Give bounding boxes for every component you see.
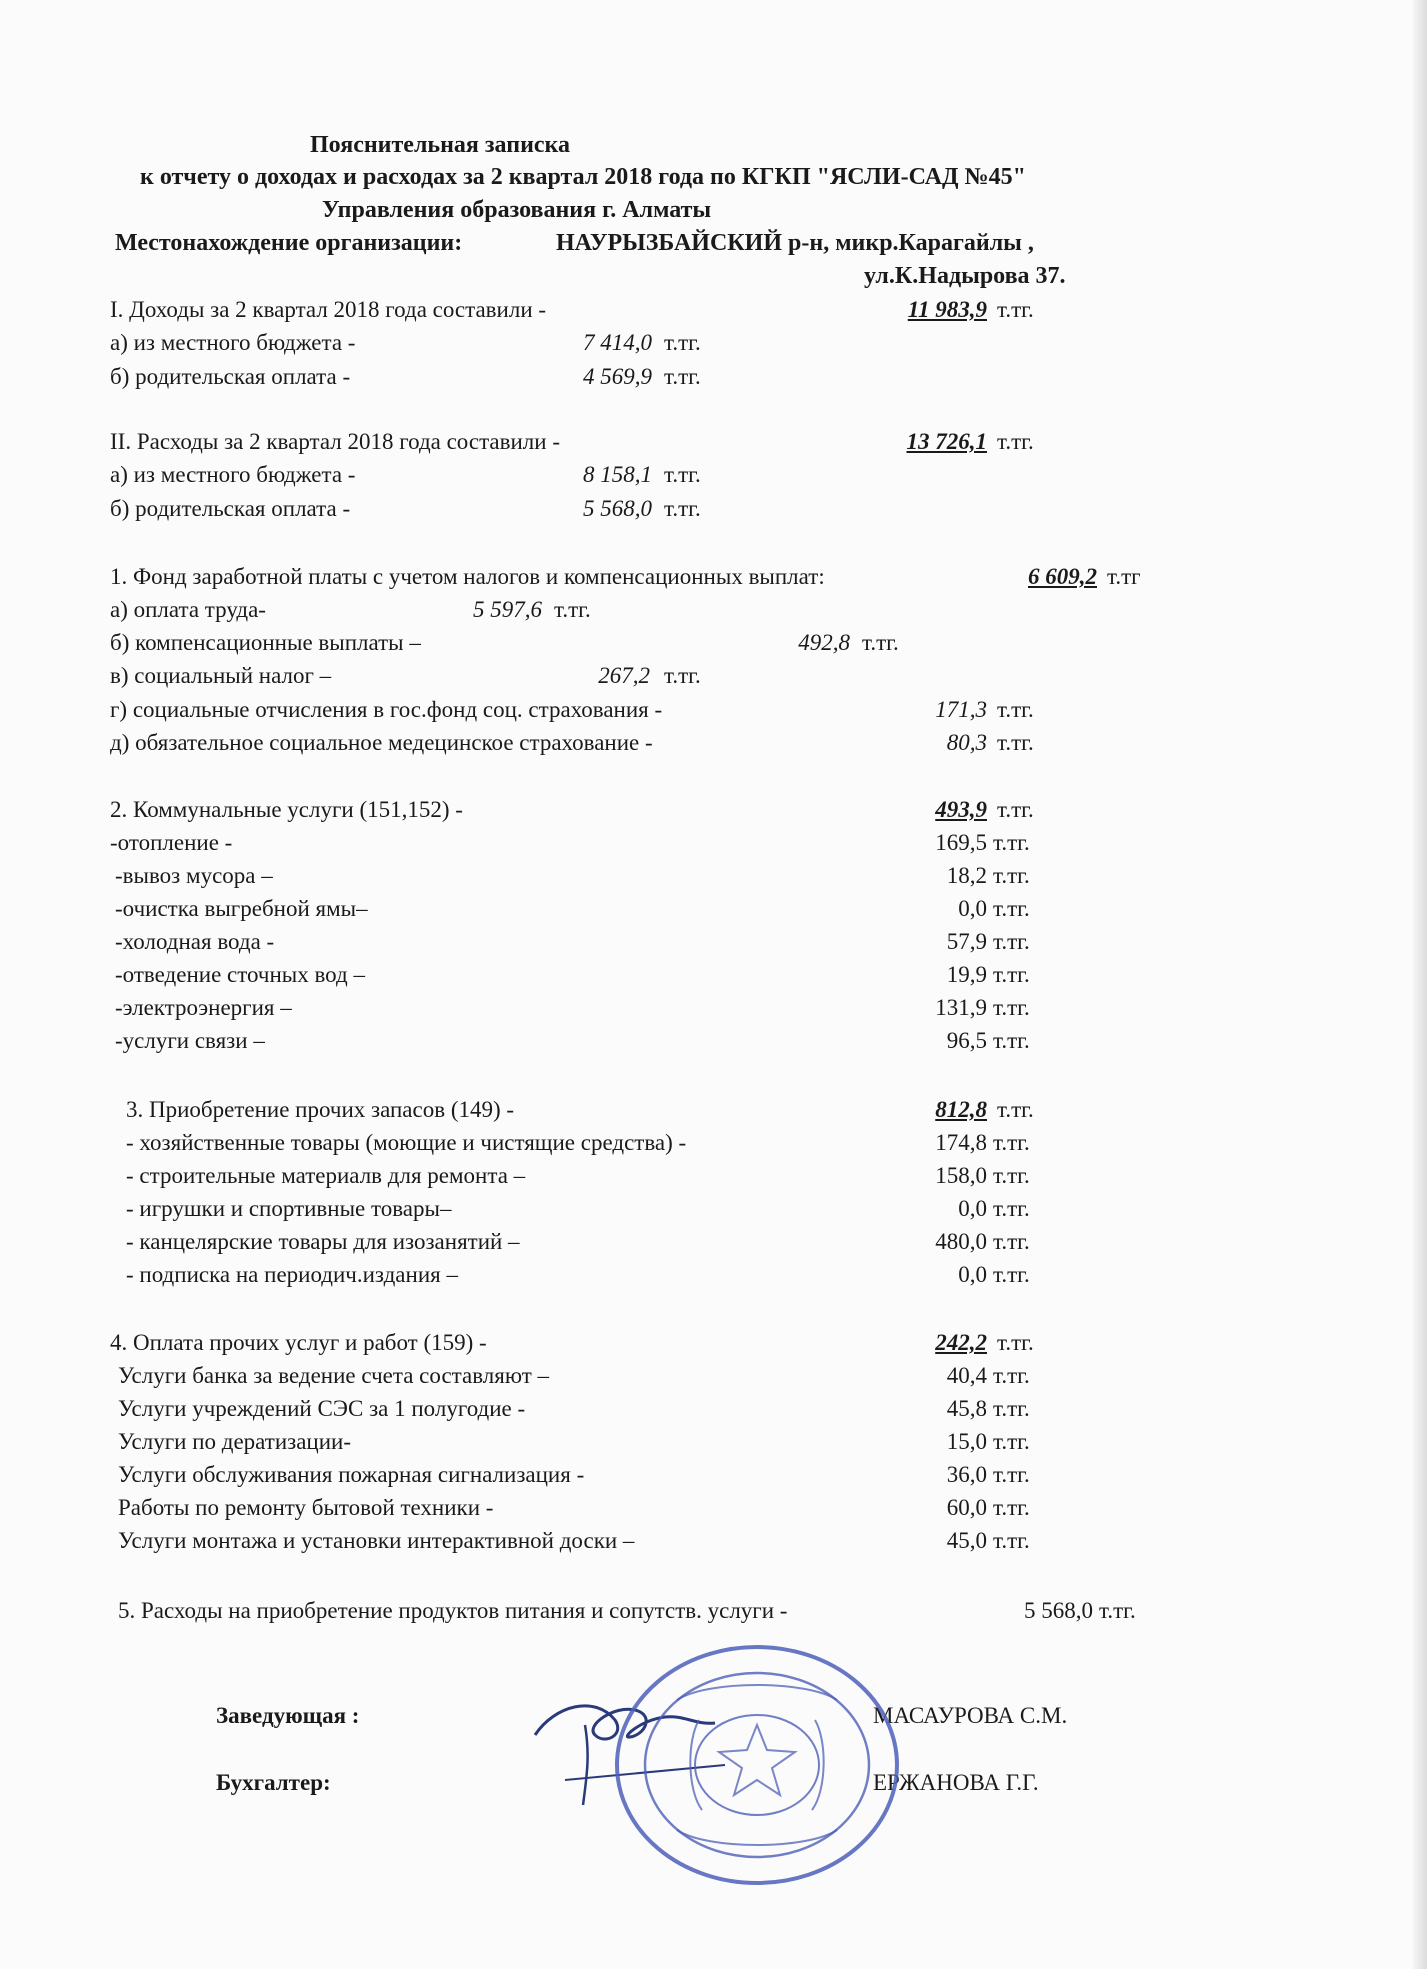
section1-item-label: б) компенсационные выплаты – bbox=[110, 630, 421, 655]
section1-item-unit: т.тг. bbox=[862, 630, 899, 655]
section4-item-unit: т.тг. bbox=[993, 1363, 1030, 1388]
section2-item-value: 0,0 bbox=[958, 896, 987, 921]
section2-item-unit: т.тг. bbox=[993, 830, 1030, 855]
section2-item-value: 19,9 bbox=[946, 962, 987, 987]
head-signature-label: Заведующая : bbox=[216, 1703, 360, 1728]
section2-unit: т.тг. bbox=[997, 797, 1034, 822]
section2-item-label: -услуги связи – bbox=[115, 1028, 265, 1053]
section4-item-value: 45,8 bbox=[946, 1396, 987, 1421]
section2-item-label: -отведение сточных вод – bbox=[115, 962, 365, 987]
section3-item-value: 174,8 bbox=[935, 1130, 987, 1155]
section4-item-unit: т.тг. bbox=[993, 1429, 1030, 1454]
section3-item-value: 0,0 bbox=[958, 1262, 987, 1287]
section4-item-label: Работы по ремонту бытовой техники - bbox=[118, 1495, 494, 1520]
section4-item-label: Услуги по дератизации- bbox=[118, 1429, 352, 1454]
section3-item-unit: т.тг. bbox=[993, 1262, 1030, 1287]
section3-item-label: - строительные материалв для ремонта – bbox=[126, 1163, 526, 1188]
section1-item-label: д) обязательное социальное медецинское страхование - bbox=[110, 730, 653, 755]
section4-unit: т.тг. bbox=[997, 1330, 1034, 1355]
section2-item-label: -электроэнергия – bbox=[115, 995, 292, 1020]
head-name: МАСАУРОВА С.М. bbox=[873, 1703, 1068, 1728]
document-title: Пояснительная записка bbox=[310, 132, 571, 158]
section2-title: 2. Коммунальные услуги (151,152) - bbox=[110, 797, 463, 822]
section1-item-label: г) социальные отчисления в гос.фонд соц. страхования - bbox=[110, 697, 663, 722]
income-title: I. Доходы за 2 квартал 2018 года составили - bbox=[110, 297, 547, 322]
section2-item-label: -вывоз мусора – bbox=[115, 863, 273, 888]
department-name: Управления образования г. Алматы bbox=[322, 197, 712, 223]
section4-item-value: 45,0 bbox=[946, 1528, 987, 1553]
expenses-item-unit: т.тг. bbox=[664, 496, 701, 521]
section4-total: 242,2 bbox=[935, 1330, 987, 1355]
section3-item-label: - канцелярские товары для изозанятий – bbox=[126, 1229, 520, 1254]
expenses-item-unit: т.тг. bbox=[664, 462, 701, 487]
document-subtitle: к отчету о доходах и расходах за 2 квартал 2018 года по КГКП "ЯСЛИ-САД №45" bbox=[140, 164, 1026, 190]
accountant-signature-label: Бухгалтер: bbox=[216, 1770, 331, 1795]
section2-total: 493,9 bbox=[935, 797, 987, 822]
section1-item-unit: т.тг. bbox=[997, 730, 1034, 755]
round-stamp bbox=[607, 1640, 907, 1890]
expenses-unit: т.тг. bbox=[997, 429, 1034, 454]
section3-item-value: 480,0 bbox=[935, 1229, 987, 1254]
section3-item-unit: т.тг. bbox=[993, 1130, 1030, 1155]
section4-item-value: 36,0 bbox=[946, 1462, 987, 1487]
section1-total: 6 609,2 bbox=[1028, 564, 1097, 589]
section3-total: 812,8 bbox=[935, 1097, 987, 1122]
section3-item-value: 0,0 bbox=[958, 1196, 987, 1221]
section2-item-label: -холодная вода - bbox=[115, 929, 275, 954]
section4-title: 4. Оплата прочих услуг и работ (159) - bbox=[110, 1330, 487, 1355]
section1-item-value: 267,2 bbox=[598, 663, 650, 688]
section4-item-label: Услуги обслуживания пожарная сигнализация - bbox=[118, 1462, 585, 1487]
section4-item-value: 15,0 bbox=[946, 1429, 987, 1454]
section3-item-label: - подписка на периодич.издания – bbox=[126, 1262, 458, 1287]
section4-item-value: 60,0 bbox=[946, 1495, 987, 1520]
section2-item-unit: т.тг. bbox=[993, 995, 1030, 1020]
section4-item-unit: т.тг. bbox=[993, 1528, 1030, 1553]
income-item-label: а) из местного бюджета - bbox=[110, 330, 356, 355]
scan-edge bbox=[1413, 0, 1427, 1969]
section5-value: 5 568,0 bbox=[1024, 1598, 1093, 1623]
location-label: Местонахождение организации: bbox=[115, 230, 463, 256]
section2-item-unit: т.тг. bbox=[993, 863, 1030, 888]
section2-item-value: 96,5 bbox=[946, 1028, 987, 1053]
section2-item-unit: т.тг. bbox=[993, 1028, 1030, 1053]
expenses-item-label: б) родительская оплата - bbox=[110, 496, 351, 521]
section2-item-unit: т.тг. bbox=[993, 929, 1030, 954]
income-total: 11 983,9 bbox=[907, 297, 987, 322]
expenses-item-label: а) из местного бюджета - bbox=[110, 462, 356, 487]
section3-item-label: - хозяйственные товары (моющие и чистящие средства) - bbox=[126, 1130, 687, 1155]
income-unit: т.тг. bbox=[997, 297, 1034, 322]
section5-unit: т.тг. bbox=[1099, 1598, 1136, 1623]
expenses-item-value: 8 158,1 bbox=[583, 462, 652, 487]
section3-item-value: 158,0 bbox=[935, 1163, 987, 1188]
location-line-1: НАУРЫЗБАЙСКИЙ р-н, микр.Карагайлы , bbox=[556, 230, 1034, 256]
expenses-item-value: 5 568,0 bbox=[583, 496, 652, 521]
section4-item-value: 40,4 bbox=[946, 1363, 987, 1388]
section3-item-unit: т.тг. bbox=[993, 1163, 1030, 1188]
section3-unit: т.тг. bbox=[997, 1097, 1034, 1122]
section4-item-label: Услуги банка за ведение счета составляют – bbox=[118, 1363, 550, 1388]
section3-item-label: - игрушки и спортивные товары– bbox=[126, 1196, 452, 1221]
income-item-unit: т.тг. bbox=[664, 330, 701, 355]
section4-item-unit: т.тг. bbox=[993, 1495, 1030, 1520]
section1-title: 1. Фонд заработной платы с учетом налогов и компенсационных выплат: bbox=[110, 564, 825, 589]
section2-item-label: -отопление - bbox=[110, 830, 233, 855]
section2-item-unit: т.тг. bbox=[993, 896, 1030, 921]
section1-item-label: в) социальный налог – bbox=[110, 663, 332, 688]
section1-item-value: 492,8 bbox=[798, 630, 850, 655]
section4-item-label: Услуги монтажа и установки интерактивной доски – bbox=[118, 1528, 635, 1553]
income-item-unit: т.тг. bbox=[664, 364, 701, 389]
section1-item-unit: т.тг. bbox=[664, 663, 701, 688]
section1-item-label: а) оплата труда- bbox=[110, 597, 266, 622]
section4-item-unit: т.тг. bbox=[993, 1462, 1030, 1487]
section2-item-value: 131,9 bbox=[935, 995, 987, 1020]
section1-unit: т.тг bbox=[1107, 564, 1141, 589]
section2-item-value: 18,2 bbox=[946, 863, 987, 888]
section2-item-value: 169,5 bbox=[935, 830, 987, 855]
section2-item-value: 57,9 bbox=[946, 929, 987, 954]
income-item-value: 4 569,9 bbox=[583, 364, 652, 389]
section3-item-unit: т.тг. bbox=[993, 1229, 1030, 1254]
section1-item-unit: т.тг. bbox=[997, 697, 1034, 722]
income-item-label: б) родительская оплата - bbox=[110, 364, 351, 389]
income-item-value: 7 414,0 bbox=[583, 330, 652, 355]
location-line-2: ул.К.Надырова 37. bbox=[864, 263, 1066, 289]
section4-item-unit: т.тг. bbox=[993, 1396, 1030, 1421]
section1-item-value: 80,3 bbox=[946, 730, 987, 755]
section4-item-label: Услуги учреждений СЭС за 1 полугодие - bbox=[118, 1396, 526, 1421]
section2-item-label: -очистка выгребной ямы– bbox=[115, 896, 368, 921]
section2-item-unit: т.тг. bbox=[993, 962, 1030, 987]
section3-item-unit: т.тг. bbox=[993, 1196, 1030, 1221]
accountant-name: ЕРЖАНОВА Г.Г. bbox=[873, 1770, 1039, 1795]
expenses-title: II. Расходы за 2 квартал 2018 года составили - bbox=[110, 429, 560, 454]
expenses-total: 13 726,1 bbox=[906, 429, 987, 454]
section1-item-value: 171,3 bbox=[935, 697, 987, 722]
section5-title: 5. Расходы на приобретение продуктов питания и сопутств. услуги - bbox=[118, 1598, 788, 1623]
section3-title: 3. Приобретение прочих запасов (149) - bbox=[126, 1097, 515, 1122]
section1-item-value: 5 597,6 bbox=[473, 597, 542, 622]
section1-item-unit: т.тг. bbox=[554, 597, 591, 622]
